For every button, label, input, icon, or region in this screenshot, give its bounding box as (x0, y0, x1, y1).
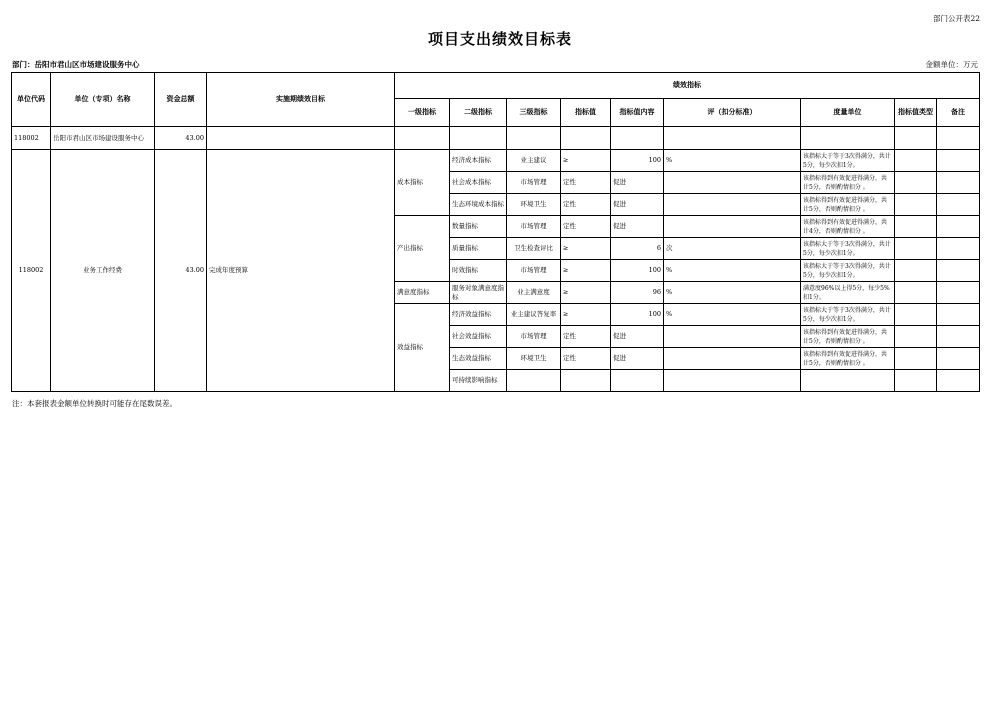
header-value-content: 指标值内容 (611, 99, 664, 127)
level3-cell: 市场管理 (507, 260, 561, 282)
scoring-cell: % (664, 304, 801, 326)
header-goal: 实施期绩效目标 (207, 73, 395, 127)
value-content-cell: 100 (611, 260, 664, 282)
department-label: 部门：岳阳市君山区市场建设服务中心 (12, 60, 140, 69)
level3-cell: 业主建议 (507, 150, 561, 172)
value-content-cell: 6 (611, 238, 664, 260)
header-remarks: 备注 (937, 99, 980, 127)
level3-cell: 市场管理 (507, 326, 561, 348)
value-cell: ≥ (561, 304, 611, 326)
level1-output: 产出指标 (395, 216, 450, 282)
measure-cell: 该指标大于等于3次得满分，共计5分，每少次扣1分。 (801, 304, 895, 326)
value-content-cell: 促进 (611, 194, 664, 216)
measure-cell: 该指标大于等于3次得满分，共计5分，每少次扣1分。 (801, 238, 895, 260)
performance-table (11, 72, 980, 392)
unit-row (12, 127, 980, 150)
scoring-cell: % (664, 282, 801, 304)
header-indicators: 绩效指标 (395, 73, 980, 99)
level3-cell: 卫生检查评比 (507, 238, 561, 260)
value-cell: 定性 (561, 326, 611, 348)
level1-cost: 成本指标 (395, 150, 450, 216)
measure-cell: 该指标得到有效促进得满分，共计5分，否则酌情扣分 。 (801, 172, 895, 194)
value-content-cell: 促进 (611, 348, 664, 370)
project-goal: 完成年度预算 (207, 150, 395, 392)
level3-cell: 业主满意度 (507, 282, 561, 304)
level2-cell: 时效指标 (450, 260, 507, 282)
page-title: 项目支出绩效目标表 (427, 30, 572, 48)
value-cell: 定性 (561, 348, 611, 370)
level1-benefit: 效益指标 (395, 304, 450, 392)
value-content-cell: 100 (611, 150, 664, 172)
value-content-cell: 促进 (611, 172, 664, 194)
value-cell: ≥ (561, 238, 611, 260)
level2-cell: 生态环境成本指标 (450, 194, 507, 216)
footnote: 注：本套报表金额单位转换时可能存在尾数误差。 (12, 399, 177, 408)
header-level1: 一级指标 (395, 99, 450, 127)
value-cell: ≥ (561, 150, 611, 172)
project-code: 118002 (12, 150, 51, 392)
measure-cell: 该指标得到有效促进得满分，共计5分，否则酌情扣分 。 (801, 348, 895, 370)
level2-cell: 数量指标 (450, 216, 507, 238)
level3-cell: 市场管理 (507, 172, 561, 194)
level2-cell: 社会效益指标 (450, 326, 507, 348)
unit-code: 118002 (12, 127, 51, 150)
level2-cell: 经济效益指标 (450, 304, 507, 326)
value-content-cell: 96 (611, 282, 664, 304)
level2-cell: 经济成本指标 (450, 150, 507, 172)
scoring-cell: 次 (664, 238, 801, 260)
table-row (12, 150, 980, 172)
level2-cell: 服务对象满意度指标 (450, 282, 507, 304)
measure-cell: 该指标得到有效促进得满分，共计4分，否则酌情扣分 。 (801, 216, 895, 238)
unit-name: 岳阳市君山区市场建设服务中心 (51, 127, 155, 150)
table-number-label: 部门公开表22 (932, 14, 980, 23)
value-content-cell: 100 (611, 304, 664, 326)
level2-cell: 生态效益指标 (450, 348, 507, 370)
level2-cell: 质量指标 (450, 238, 507, 260)
level3-cell: 市场管理 (507, 216, 561, 238)
value-cell: 定性 (561, 194, 611, 216)
header-total-funds: 资金总额 (155, 73, 207, 127)
header-unit-name: 单位（专项）名称 (51, 73, 155, 127)
unit-amount: 43.00 (155, 127, 207, 150)
project-amount: 43.00 (155, 150, 207, 392)
measure-cell: 该指标得到有效促进得满分，共计5分，否则酌情扣分 。 (801, 194, 895, 216)
level1-satisfaction: 满意度指标 (395, 282, 450, 304)
value-cell: 定性 (561, 172, 611, 194)
header-scoring: 评（扣分标准） (664, 99, 801, 127)
measure-cell: 该指标大于等于3次得满分，共计5分，每少次扣1分。 (801, 260, 895, 282)
header-value-type: 指标值类型 (895, 99, 937, 127)
header-unit-code: 单位代码 (12, 73, 51, 127)
amount-unit-label: 金额单位：万元 (925, 60, 978, 69)
measure-cell: 该指标得到有效促进得满分，共计5分，否则酌情扣分 。 (801, 326, 895, 348)
value-cell: ≥ (561, 282, 611, 304)
value-cell: ≥ (561, 260, 611, 282)
header-value: 指标值 (561, 99, 611, 127)
measure-cell: 满意度96%以上得5分，每少5%扣1分。 (801, 282, 895, 304)
level2-cell: 社会成本指标 (450, 172, 507, 194)
scoring-cell: % (664, 150, 801, 172)
value-content-cell: 促进 (611, 326, 664, 348)
level3-cell: 环境卫生 (507, 194, 561, 216)
level3-cell: 环境卫生 (507, 348, 561, 370)
header-level2: 二级指标 (450, 99, 507, 127)
value-content-cell: 促进 (611, 216, 664, 238)
measure-cell: 该指标大于等于3次得满分，共计5分，每少次扣1分。 (801, 150, 895, 172)
project-name: 业务工作经费 (51, 150, 155, 392)
level3-cell: 业主建议答复率 (507, 304, 561, 326)
scoring-cell: % (664, 260, 801, 282)
level2-cell: 可持续影响指标 (450, 370, 507, 392)
header-level3: 三级指标 (507, 99, 561, 127)
value-cell: 定性 (561, 216, 611, 238)
header-measure-unit: 度量单位 (801, 99, 895, 127)
